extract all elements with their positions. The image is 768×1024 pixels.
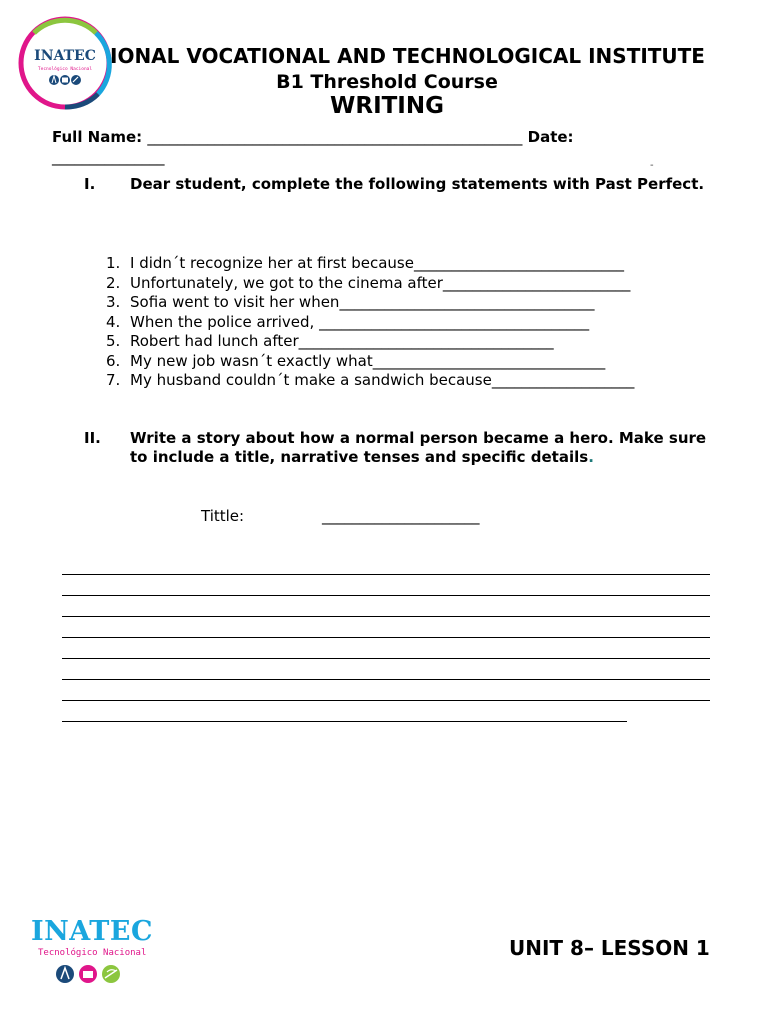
logo-top-subtext: Tecnológico Nacional [37,67,93,72]
item-number: 1. [106,254,121,272]
item-text: I didn´t recognize her at first because____________________________ [130,254,624,272]
list-item[interactable] [106,352,634,372]
list-item[interactable] [106,274,634,294]
list-item[interactable] [106,293,634,313]
section2-instruction [130,429,720,467]
item-text: Sofia went to visit her when__________________________________ [130,293,595,311]
list-item[interactable] [106,313,634,333]
story-title-blank[interactable]: _____________________ [322,507,480,525]
item-text: My husband couldn´t make a sandwich because___________________ [130,371,635,389]
statements-list [106,254,634,391]
section2-instruction-text: Write a story about how a normal person became a hero. Make sure to include a title, narrative tenses and specific details [130,429,707,466]
section1-instruction: Dear student, complete the following statements with Past Perfect. [130,175,705,193]
story-line[interactable] [62,700,710,701]
subject-title: WRITING [329,93,444,119]
inatec-logo-bottom-text: INATEC [31,916,153,947]
section2-instruction-end: . [588,448,594,466]
institute-name: IONAL VOCATIONAL AND TECHNOLOGICAL INSTITUTE [110,44,705,68]
story-line[interactable] [62,574,710,575]
item-number: 3. [106,293,121,311]
item-number: 6. [106,351,121,370]
item-number: 7. [106,371,121,389]
stray-mark: - [650,160,654,171]
unit-lesson-label: UNIT 8– LESSON 1 [509,936,710,960]
date-blank[interactable]: _______________ [52,148,165,166]
list-item[interactable] [106,371,634,391]
inatec-logo-bottom-icons [54,963,126,985]
item-text: Unfortunately, we got to the cinema after_________________________ [130,273,631,292]
fullname-label: Full Name: [52,128,143,146]
date-label: Date: [527,128,574,146]
inatec-logo-bottom-subtext: Tecnológico Nacional [38,948,147,958]
item-number: 5. [106,332,121,350]
story-line[interactable] [62,679,710,680]
story-line[interactable] [62,637,710,638]
item-text: Robert had lunch after__________________________________ [130,332,554,350]
course-title: B1 Threshold Course [276,71,498,93]
story-line[interactable] [62,595,710,596]
fullname-row [52,128,574,146]
story-line[interactable] [62,616,710,617]
fullname-blank[interactable]: __________________________________________________ [147,128,523,146]
story-line[interactable] [62,658,710,659]
item-number: 2. [106,273,121,292]
section2-number: II. [84,429,101,447]
item-number: 4. [106,312,121,331]
list-item[interactable] [106,332,634,352]
story-title-label: Tittle: [201,507,245,525]
item-text: When the police arrived, ____________________________________ [130,312,590,331]
item-text: My new job wasn´t exactly what_______________________________ [130,351,606,370]
logo-top-text: INATEC [34,48,96,64]
section1-number: I. [84,175,96,193]
list-item[interactable] [106,254,634,274]
story-line[interactable] [62,721,627,722]
